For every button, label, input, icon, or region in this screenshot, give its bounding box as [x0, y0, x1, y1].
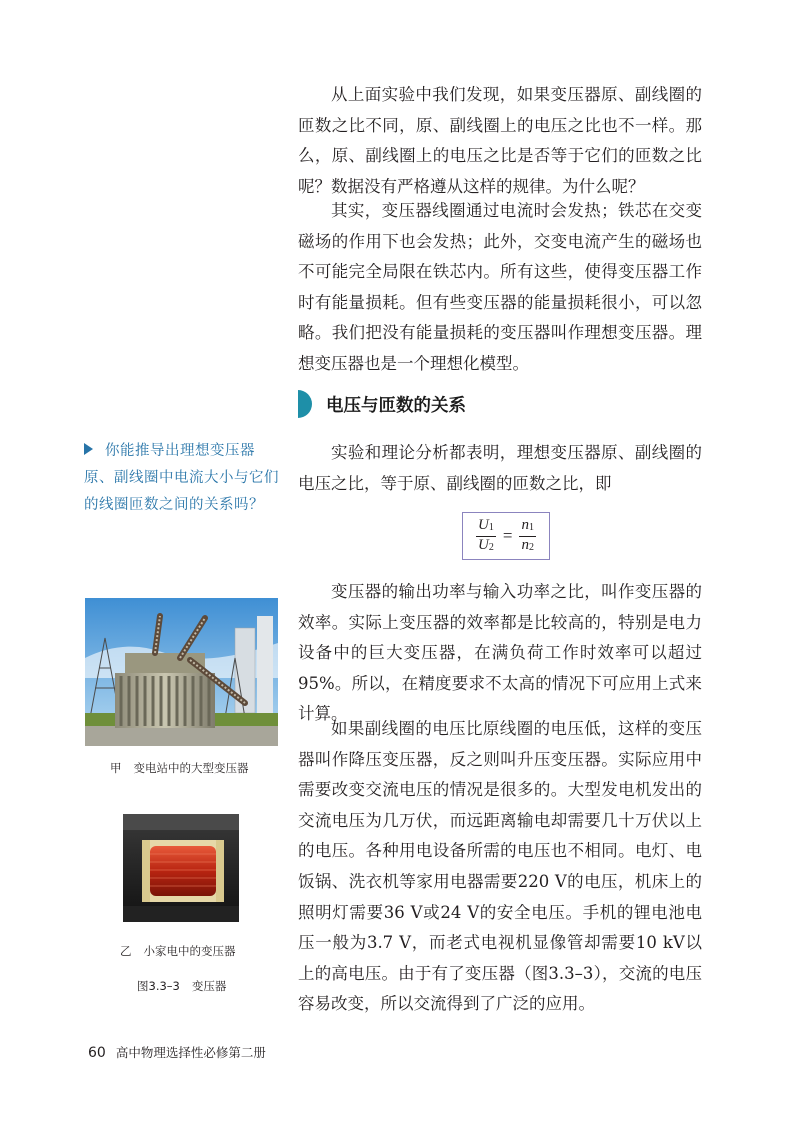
voltage-ratio-formula: [462, 512, 550, 560]
formula-symbol: n: [521, 536, 529, 553]
book-title: 高中物理选择性必修第二册: [115, 1045, 266, 1060]
paragraph-text: 实验和理论分析都表明，理想变压器原、副线圈的电压之比，等于原、副线圈的匝数之比，即: [298, 443, 702, 493]
caption-substation: [110, 760, 249, 776]
caption-label: 甲: [110, 761, 122, 775]
heading-marker-icon: [298, 390, 312, 418]
figure-title: 变压器: [191, 979, 227, 993]
figure-caption: [137, 978, 226, 994]
formula-lhs-fraction: [476, 517, 496, 556]
formula-subscript: 1: [528, 521, 534, 533]
paragraph-text: 从上面实验中我们发现，如果变压器原、副线圈的匝数之比不同，原、副线圈上的电压之比也不一样。那么，原、副线圈上的电压之比是否等于它们的匝数之比呢？数据没有严格遵从这样的规律。为什么呢？: [298, 85, 702, 196]
paragraph-efficiency: [298, 577, 702, 730]
formula-subscript: 1: [488, 521, 494, 533]
caption-label: 乙: [120, 944, 132, 958]
caption-text: 小家电中的变压器: [143, 944, 236, 958]
triangle-bullet-icon: [84, 443, 93, 455]
formula-symbol: n: [521, 516, 529, 533]
substation-transformer-photo: [85, 598, 278, 746]
paragraph-ideal-transformer: [298, 196, 702, 380]
page-footer: [88, 1043, 266, 1061]
paragraph-intro: [298, 80, 702, 202]
formula-rhs-fraction: [519, 517, 536, 556]
small-appliance-transformer-photo: [118, 806, 244, 930]
paragraph-text: 如果副线圈的电压比原线圈的电压低，这样的变压器叫作降压变压器，反之则叫升压变压器。实际应用中需要改变交流电压的情况是很多的。大型发电机发出的交流电压为几万伏，而远距离输电却需要几十万伏以上的电压。各种用电设备所需的电压也不相同。电灯、电饭锅、洗衣机等家用电器需要220 V的电压，机床上的照明灯需要36 V或24 V的安全电压。手机的锂电池电压一般为3.7 V，而老式电视机显像管却需要10 kV以上的高电压。由于有了变压器（图3.3–3），交流的电压容易改变，所以交流得到了广泛的应用。: [298, 719, 702, 1014]
margin-question-text: 你能推导出理想变压器原、副线圈中电流大小与它们的线圈匝数之间的关系吗？: [84, 443, 279, 513]
caption-text: 变电站中的大型变压器: [133, 761, 249, 775]
formula-symbol: U: [478, 516, 489, 533]
formula-symbol: U: [478, 536, 489, 553]
formula-subscript: 2: [528, 541, 534, 553]
paragraph-text: 其实，变压器线圈通过电流时会发热；铁芯在交变磁场的作用下也会发热；此外，交变电流产生的磁场也不可能完全局限在铁芯内。所有这些，使得变压器工作时有能量损耗。但有些变压器的能量损耗很小，可以忽略。我们把没有能量损耗的变压器叫作理想变压器。理想变压器也是一个理想化模型。: [298, 201, 702, 373]
page-number: 60: [88, 1045, 106, 1061]
paragraph-step-up-down: [298, 714, 702, 1020]
formula-subscript: 2: [488, 541, 494, 553]
caption-small-transformer: [120, 943, 236, 959]
formula-equals: =: [502, 526, 513, 545]
figure-number: 图3.3–3: [137, 979, 180, 993]
section-title: 电压与匝数的关系: [326, 395, 466, 416]
paragraph-text: 变压器的输出功率与输入功率之比，叫作变压器的效率。实际上变压器的效率都是比较高的，特别是电力设备中的巨大变压器，在满负荷工作时效率可以超过95%。所以，在精度要求不太高的情况下可应用上式来计算。: [298, 582, 702, 724]
section-heading: [298, 388, 466, 420]
margin-question: [84, 438, 282, 519]
paragraph-voltage-ratio: [298, 438, 702, 499]
